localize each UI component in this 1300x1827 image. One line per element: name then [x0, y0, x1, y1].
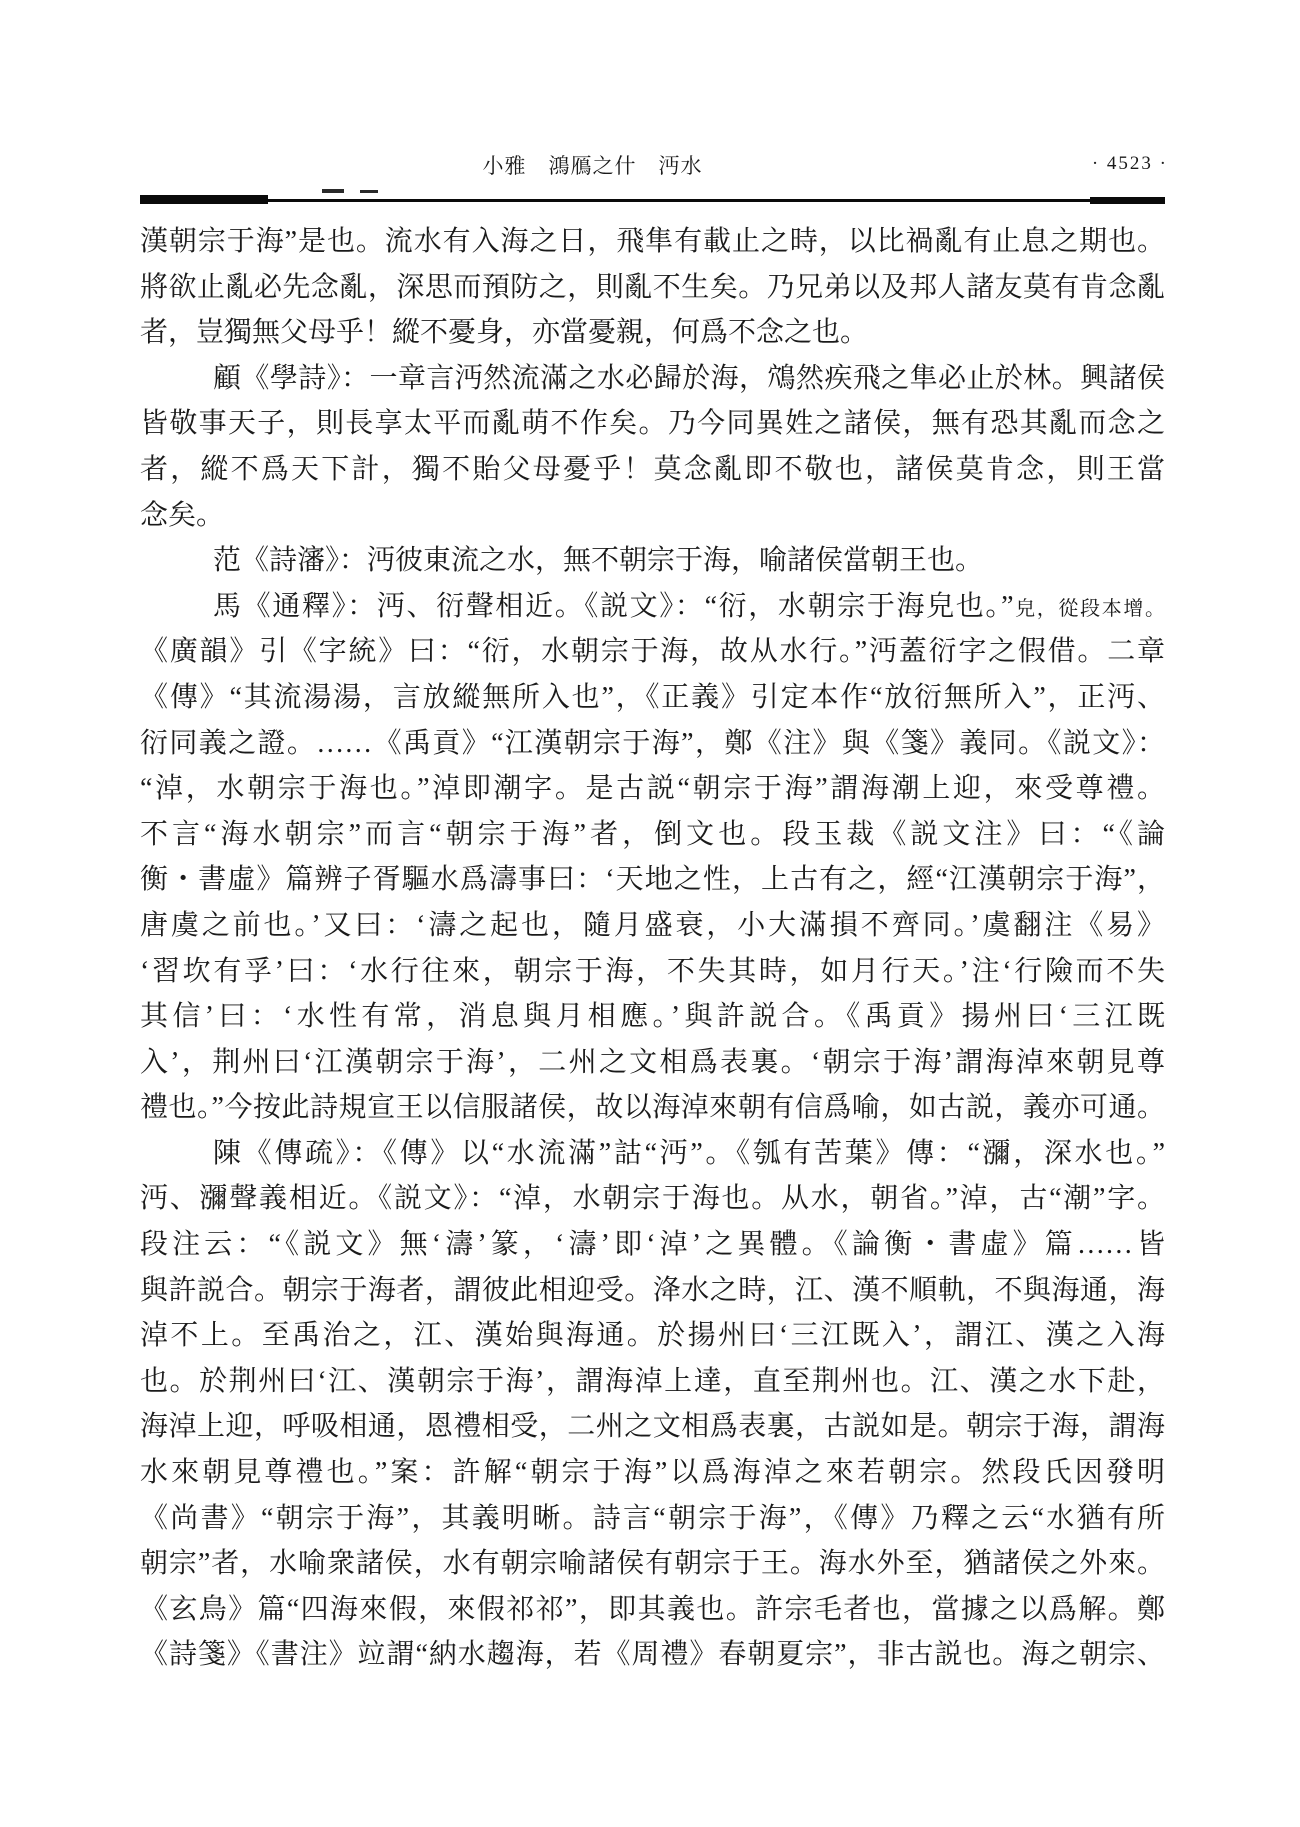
- text-line: 沔、瀰聲義相近。《説文》：“淖，水朝宗于海也。从水，朝省。”淖，古“潮”字。: [140, 1183, 1165, 1215]
- text-line: 其信’曰：‘水性有常，消息與月相應。’與許説合。《禹貢》揚州曰‘三江既: [140, 1001, 1165, 1033]
- text-line: 禮也。”今按此詩規宣王以信服諸侯，故以海淖來朝有信爲喻，如古説，義亦可通。: [140, 1092, 1165, 1124]
- text-line: 者，縱不爲天下計，獨不貽父母憂乎！莫念亂即不敬也，諸侯莫肯念，則王當: [140, 453, 1165, 485]
- text-line: 漢朝宗于海”是也。流水有入海之日，飛隼有載止之時，以比禍亂有止息之期也。: [140, 226, 1165, 257]
- text-line: 《詩箋》《書注》竝謂“納水趨海，若《周禮》春朝夏宗”，非古説也。海之朝宗、: [140, 1639, 1165, 1671]
- text-line: 念矣。: [140, 499, 225, 531]
- page-number: · 4523 ·: [1091, 153, 1168, 174]
- text-line: 《玄鳥》篇“四海來假，來假祁祁”，即其義也。許宗毛者也，當據之以爲解。鄭: [140, 1593, 1165, 1625]
- text-line: 唐虞之前也。’又曰：‘濤之起也，隨月盛衰，小大滿損不齊同。’虞翻注《易》: [140, 909, 1165, 941]
- text-line: 也。於荆州曰‘江、漢朝宗于海’，謂海淖上達，直至荆州也。江、漢之水下赴，: [140, 1365, 1165, 1397]
- text-line: 《廣韻》引《字統》曰：“衍，水朝宗于海，故从水行。”沔蓋衍字之假借。二章: [140, 636, 1165, 668]
- text-line: ‘習坎有孚’曰：‘水行往來，朝宗于海，不失其時，如月行天。’注‘行險而不失: [140, 955, 1165, 987]
- text-line: 陳《傳疏》：《傳》以“水流滿”詁“沔”。《瓠有苦葉》傳：“瀰，深水也。”: [213, 1137, 1165, 1169]
- text-line: 衡・書虛》篇辨子胥驅水爲濤事曰：‘天地之性，上古有之，經“江漢朝宗于海”，: [140, 864, 1165, 896]
- text-line: “淖，水朝宗于海也。”淖即潮字。是古説“朝宗于海”謂海潮上迎，來受尊禮。: [140, 773, 1165, 805]
- text-line: 《傳》“其流湯湯，言放縱無所入也”，《正義》引定本作“放衍無所入”，正沔、: [140, 681, 1165, 713]
- running-head-title: 小雅 鴻鴈之什 沔水: [482, 154, 703, 178]
- scan-artifact-dash: [360, 190, 378, 193]
- header-rule-left-cap: [140, 195, 268, 204]
- scan-artifact-dash: [322, 189, 344, 193]
- text-line: 顧《學詩》：一章言沔然流滿之水必歸於海，鴪然疾飛之隼必止於林。興諸侯: [213, 362, 1165, 394]
- text-line: 段注云：“《説文》無‘濤’篆，‘濤’即‘淖’之異體。《論衡・書虛》篇……皆: [140, 1229, 1165, 1261]
- text-line: 范《詩瀋》：沔彼東流之水，無不朝宗于海，喻諸侯當朝王也。: [213, 545, 984, 577]
- text-line: 將欲止亂必先念亂，深思而預防之，則亂不生矣。乃兄弟以及邦人諸友莫有肯念亂: [140, 271, 1165, 303]
- text-line: 馬《通釋》：沔、衍聲相近。《説文》：“衍，水朝宗于海皃也。”皃，從段本增。: [213, 590, 1165, 622]
- text-line: 衍同義之證。……《禹貢》“江漢朝宗于海”，鄭《注》與《箋》義同。《説文》：: [140, 727, 1165, 759]
- text-line: 朝宗”者，水喻衆諸侯，水有朝宗喻諸侯有朝宗于王。海水外至，猶諸侯之外來。: [140, 1548, 1165, 1580]
- text-line: 者，豈獨無父母乎！縱不憂身，亦當憂親，何爲不念之也。: [140, 317, 869, 349]
- inline-small-note: 皃，從段本增。: [1013, 597, 1165, 620]
- body-text: [140, 219, 1165, 1678]
- text-line: 不言“海水朝宗”而言“朝宗于海”者，倒文也。段玉裁《説文注》曰：“《論: [140, 818, 1165, 850]
- text-line: 與許説合。朝宗于海者，謂彼此相迎受。洚水之時，江、漢不順軌，不與海通，海: [140, 1274, 1165, 1306]
- text-line: 皆敬事天子，則長享太平而亂萌不作矣。乃今同異姓之諸侯，無有恐其亂而念之: [140, 408, 1165, 440]
- text-line: 《尚書》“朝宗于海”，其義明晰。詩言“朝宗于海”，《傳》乃釋之云“水猶有所: [140, 1502, 1165, 1534]
- text-line: 入’，荆州曰‘江漢朝宗于海’，二州之文相爲表裏。‘朝宗于海’謂海淖來朝見尊: [140, 1046, 1165, 1078]
- header-rule: [140, 199, 1165, 202]
- text-line: 水來朝見尊禮也。”案：許解“朝宗于海”以爲海淖之來若朝宗。然段氏因發明: [140, 1457, 1165, 1489]
- text-line: 淖不上。至禹治之，江、漢始與海通。於揚州曰‘三江既入’，謂江、漢之入海: [140, 1320, 1165, 1352]
- header-rule-right-cap: [1090, 197, 1165, 204]
- text-line: 海淖上迎，呼吸相通，恩禮相受，二州之文相爲表裏，古説如是。朝宗于海，謂海: [140, 1411, 1165, 1443]
